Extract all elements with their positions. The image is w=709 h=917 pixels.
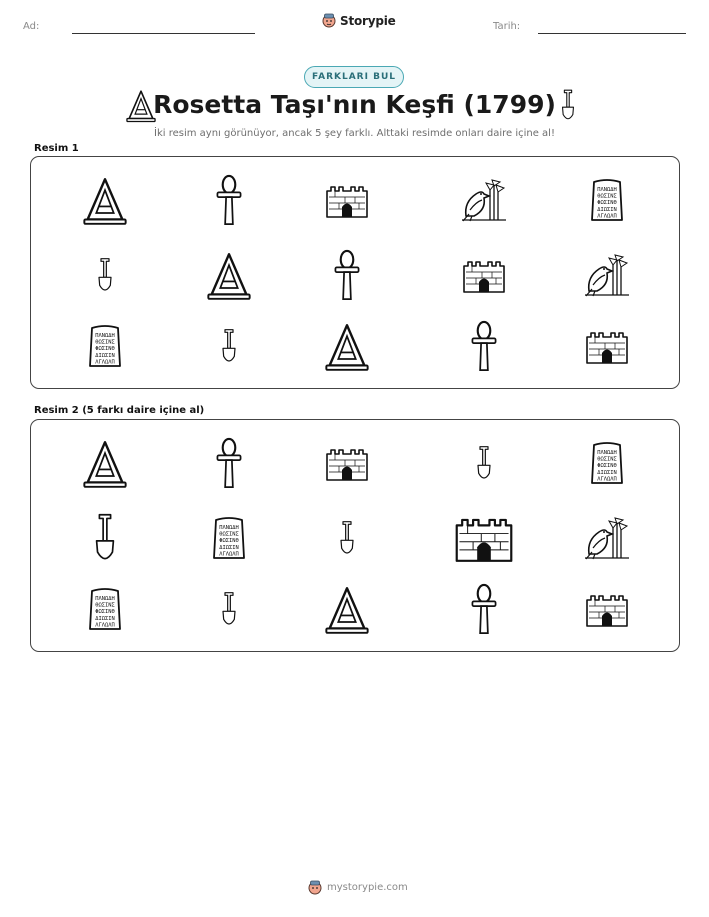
svg-text:ΦΩΣΙΝΘ: ΦΩΣΙΝΘ bbox=[219, 538, 239, 545]
shovel-icon[interactable] bbox=[337, 516, 357, 562]
svg-text:ΠΛΝΩΔΗ: ΠΛΝΩΔΗ bbox=[219, 525, 239, 531]
name-line[interactable] bbox=[72, 33, 255, 34]
svg-text:ΘΩΣΙΝΣ: ΘΩΣΙΝΣ bbox=[597, 193, 617, 200]
shovel-icon[interactable] bbox=[91, 507, 119, 571]
footer-url: mystorypie.com bbox=[327, 882, 408, 893]
shovel-icon bbox=[95, 253, 115, 299]
letter-a-icon[interactable] bbox=[324, 585, 370, 635]
bird-reeds-icon bbox=[583, 255, 631, 297]
castle-icon[interactable] bbox=[325, 446, 369, 482]
svg-text:ΔΙΩΣΙΝ: ΔΙΩΣΙΝ bbox=[95, 615, 115, 622]
ankh-icon bbox=[216, 174, 242, 228]
svg-text:ΦΩΣΙΝΘ: ΦΩΣΙΝΘ bbox=[95, 346, 115, 353]
page-title: Rosetta Taşı'nın Keşfi (1799) bbox=[153, 90, 556, 119]
svg-text:ΠΛΝΩΔΗ: ΠΛΝΩΔΗ bbox=[597, 450, 617, 456]
svg-text:ΔΙΩΣΙΝ: ΔΙΩΣΙΝ bbox=[219, 544, 239, 551]
svg-text:ΠΛΝΩΔΗ: ΠΛΝΩΔΗ bbox=[95, 333, 115, 339]
svg-text:ΛΓΛΩΛΠ: ΛΓΛΩΛΠ bbox=[219, 551, 239, 558]
svg-text:ΛΓΛΩΛΠ: ΛΓΛΩΛΠ bbox=[95, 622, 115, 629]
ankh-icon bbox=[471, 320, 497, 374]
stone-tablet-icon[interactable] bbox=[590, 442, 624, 486]
svg-text:ΛΓΛΩΛΠ: ΛΓΛΩΛΠ bbox=[597, 213, 617, 220]
svg-text:ΛΓΛΩΛΠ: ΛΓΛΩΛΠ bbox=[95, 359, 115, 366]
castle-icon[interactable] bbox=[454, 514, 514, 564]
svg-text:ΘΩΣΙΝΣ: ΘΩΣΙΝΣ bbox=[597, 456, 617, 463]
svg-text:ΦΩΣΙΝΘ: ΦΩΣΙΝΘ bbox=[597, 463, 617, 470]
letter-a-icon bbox=[82, 176, 128, 226]
svg-text:ΛΓΛΩΛΠ: ΛΓΛΩΛΠ bbox=[597, 476, 617, 483]
castle-icon[interactable] bbox=[585, 592, 629, 628]
storypie-logo bbox=[322, 13, 396, 28]
svg-text:ΔΙΩΣΙΝ: ΔΙΩΣΙΝ bbox=[597, 469, 617, 476]
bird-reeds-icon bbox=[460, 180, 508, 222]
footer bbox=[308, 880, 408, 895]
shovel-icon[interactable] bbox=[219, 587, 239, 633]
storypie-mascot-icon bbox=[308, 880, 322, 895]
svg-text:ΦΩΣΙΝΘ: ΦΩΣΙΝΘ bbox=[597, 200, 617, 207]
svg-text:ΘΩΣΙΝΣ: ΘΩΣΙΝΣ bbox=[95, 339, 115, 346]
activity-badge: FARKLARI BUL bbox=[304, 66, 404, 88]
picture-1-label: Resim 1 bbox=[34, 143, 79, 154]
picture-2-panel[interactable] bbox=[30, 419, 680, 652]
letter-a-icon bbox=[206, 251, 252, 301]
letter-a-icon[interactable] bbox=[82, 439, 128, 489]
ankh-icon bbox=[334, 249, 360, 303]
letter-a-icon bbox=[324, 322, 370, 372]
svg-text:ΔΙΩΣΙΝ: ΔΙΩΣΙΝ bbox=[95, 352, 115, 359]
castle-icon bbox=[462, 258, 506, 294]
svg-text:ΘΩΣΙΝΣ: ΘΩΣΙΝΣ bbox=[95, 602, 115, 609]
picture-1-panel bbox=[30, 156, 680, 389]
shovel-icon[interactable] bbox=[474, 441, 494, 487]
svg-text:ΠΛΝΩΔΗ: ΠΛΝΩΔΗ bbox=[95, 596, 115, 602]
castle-icon bbox=[585, 329, 629, 365]
castle-icon bbox=[325, 183, 369, 219]
date-line[interactable] bbox=[538, 33, 686, 34]
stone-tablet-icon[interactable] bbox=[212, 517, 246, 561]
picture-2-label: Resim 2 (5 farkı daire içine al) bbox=[34, 405, 205, 416]
stone-tablet-icon bbox=[590, 179, 624, 223]
stone-tablet-icon bbox=[88, 325, 122, 369]
brand-name: Storypie bbox=[340, 13, 396, 28]
ankh-icon[interactable] bbox=[216, 437, 242, 491]
stone-tablet-icon[interactable] bbox=[88, 588, 122, 632]
bird-reeds-icon[interactable] bbox=[583, 518, 631, 560]
svg-text:ΘΩΣΙΝΣ: ΘΩΣΙΝΣ bbox=[219, 531, 239, 538]
date-label: Tarih: bbox=[493, 21, 521, 32]
svg-text:ΠΛΝΩΔΗ: ΠΛΝΩΔΗ bbox=[597, 187, 617, 193]
title-shovel-icon bbox=[557, 89, 579, 123]
svg-text:ΔΙΩΣΙΝ: ΔΙΩΣΙΝ bbox=[597, 206, 617, 213]
name-label: Ad: bbox=[23, 21, 40, 32]
storypie-mascot-icon bbox=[322, 13, 336, 28]
ankh-icon[interactable] bbox=[471, 583, 497, 637]
shovel-icon bbox=[219, 324, 239, 370]
svg-text:ΦΩΣΙΝΘ: ΦΩΣΙΝΘ bbox=[95, 609, 115, 616]
instructions: İki resim aynı görünüyor, ancak 5 şey farklı. Alttaki resimde onları daire içine al! bbox=[154, 128, 555, 139]
